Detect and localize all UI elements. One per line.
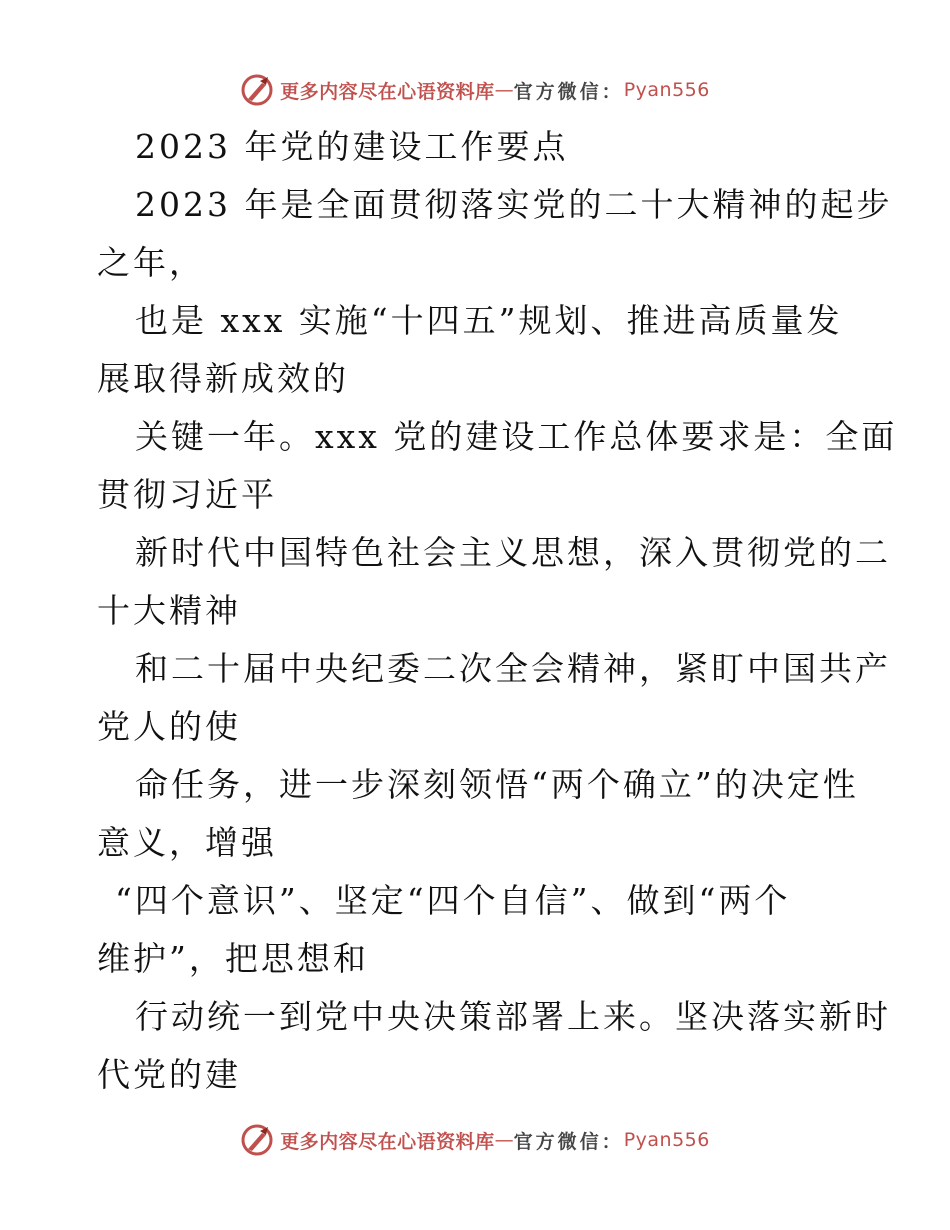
text-line: 代党的建 [97,1055,241,1094]
text-line: 行动统一到党中央决策部署上来。坚决落实新时 [135,997,891,1036]
banner-wechat-label: 官方微信： [513,1130,624,1153]
text-line: 新时代中国特色社会主义思想，深入贯彻党的二 [135,533,891,572]
text-line: 十大精神 [97,591,241,630]
quill-pen-logo-icon [240,73,274,107]
quill-pen-logo-icon [240,1123,274,1157]
banner-separator: — [494,79,514,101]
text-line: 关键一年。xxx 党的建设工作总体要求是：全面 [135,417,898,456]
text-line: 意义，增强 [97,823,277,862]
footer-banner [0,1120,950,1160]
banner-separator: — [494,1129,514,1151]
banner-wechat-label: 官方微信： [513,80,624,103]
document-title: 2023 年党的建设工作要点 [135,127,569,166]
text-line: “四个意识”、坚定“四个自信”、做到“两个 [115,881,791,920]
text-line: 2023 年是全面贯彻落实党的二十大精神的起步 [135,185,893,224]
text-line: 党人的使 [97,707,241,746]
text-line: 展取得新成效的 [97,359,349,398]
banner-main-text: 更多内容尽在心语资料库 [280,80,495,103]
text-line: 贯彻习近平 [97,475,277,514]
header-banner [0,70,950,110]
text-line: 命任务，进一步深刻领悟“两个确立”的决定性 [135,765,859,804]
banner-wechat-id: Pyan556 [623,1129,710,1151]
banner-main-text: 更多内容尽在心语资料库 [280,1130,495,1153]
document-body [97,118,898,1104]
banner-wechat-id: Pyan556 [623,79,710,101]
text-line: 维护”，把思想和 [97,939,369,978]
text-line: 之年， [97,243,205,282]
text-line: 也是 xxx 实施“十四五”规划、推进高质量发 [135,301,843,340]
text-line: 和二十届中央纪委二次全会精神，紧盯中国共产 [135,649,891,688]
